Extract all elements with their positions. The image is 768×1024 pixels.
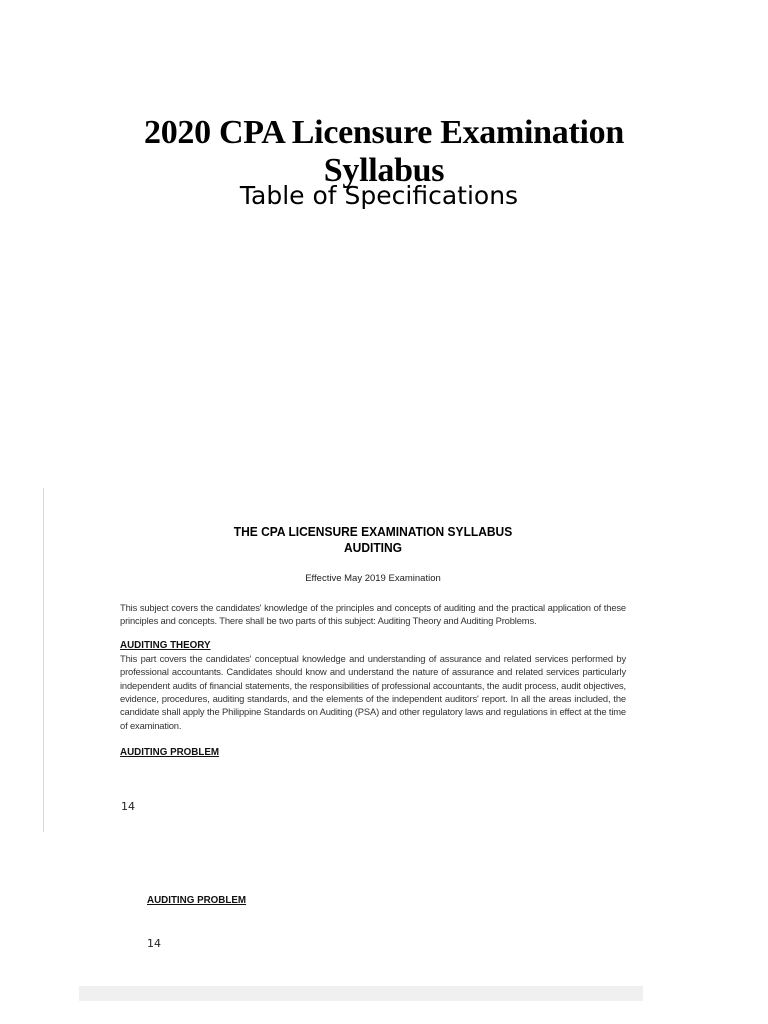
document-subtitle: Table of Specifications xyxy=(239,181,519,210)
syllabus-excerpt xyxy=(120,524,626,759)
syllabus-heading-line-2: AUDITING xyxy=(343,541,402,555)
auditing-problem-label: AUDITING PROBLEM xyxy=(120,747,220,759)
page-number-lower: 14 xyxy=(147,937,161,950)
effective-date: Effective May 2019 Examination xyxy=(305,573,441,584)
bottom-bar xyxy=(79,986,643,1001)
document-title xyxy=(0,114,768,190)
document-title-line-1: 2020 CPA Licensure Examination xyxy=(144,114,624,151)
document-title-line-2: Syllabus xyxy=(323,152,445,189)
syllabus-heading-line-1: THE CPA LICENSURE EXAMINATION SYLLABUS xyxy=(233,525,513,539)
auditing-problem-label-lower: AUDITING PROBLEM xyxy=(147,895,247,906)
syllabus-heading xyxy=(130,524,616,556)
page-number: 14 xyxy=(121,800,135,813)
auditing-theory-paragraph: This part covers the candidates' conceptual knowledge and understanding of assurance and related services performed by professional accountants. Candidates should know and understand the nature of assurance and related services particularly independent audits of financial statements, the responsibilities of professional accountants, the audit process, audit objectives, evidence, procedures, auditing standards, and the elements of the independent auditors' report. In all the areas included, the candidate shall apply the Philippine Standards on Auditing (PSA) and other regulatory laws and regulations in effect at the time of examination. xyxy=(120,652,626,731)
scan-edge-line xyxy=(43,488,44,832)
auditing-theory-label: AUDITING THEORY xyxy=(120,639,211,651)
intro-paragraph: This subject covers the candidates' knowledge of the principles and concepts of auditing and the practical application of these principles and concepts. There shall be two parts of this subject: Auditing Theory and Auditing Problems. xyxy=(120,602,626,627)
